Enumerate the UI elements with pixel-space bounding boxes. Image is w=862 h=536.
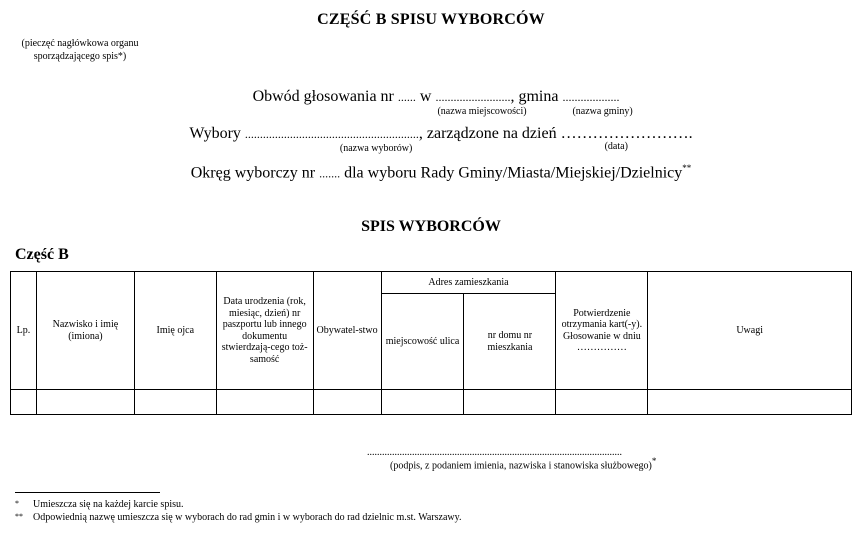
footnote-1-mark: * — [15, 499, 19, 508]
signature-caption-text: (podpis, z podaniem imienia, nazwiska i stanowiska służbowego) — [390, 460, 652, 472]
header-birth-document: Data urodzenia (rok, miesiąc, dzień) nr paszportu lub innego dokumentu stwierdzają-cego toż-samość — [216, 272, 313, 390]
elections-name-hint: (nazwa wyborów) — [339, 143, 413, 154]
header-name: Nazwisko i imię (imiona) — [36, 272, 134, 390]
signature-footnote-mark: * — [651, 456, 657, 466]
footnote-1-text: Umieszcza się na każdej karcie spisu. — [33, 499, 184, 510]
locality-hint: (nazwa miejscowości) — [437, 106, 527, 117]
footnote-2 — [15, 512, 462, 523]
signature-caption — [390, 456, 656, 471]
header-lp: Lp. — [11, 272, 37, 390]
header-address: Adres zamieszkania — [381, 272, 556, 294]
footnote-1 — [15, 499, 184, 510]
constituency-footnote-mark: ** — [682, 163, 692, 173]
district-in-label: w — [419, 88, 432, 105]
part-label: Część B — [15, 246, 69, 263]
gmina-label: , gmina — [510, 88, 559, 105]
locality-dots: ......................... — [435, 90, 511, 104]
elections-ordered-label: , zarządzone na dzień — [418, 125, 557, 142]
elections-label: Wybory — [189, 125, 241, 142]
cell-father-name[interactable] — [134, 390, 216, 415]
elections-date-field[interactable] — [560, 125, 693, 152]
header-citizenship: Obywatel-stwo — [313, 272, 381, 390]
gmina-hint: (nazwa gminy) — [572, 106, 633, 117]
table-row — [11, 390, 852, 415]
constituency-number-field[interactable]: ....... — [319, 166, 341, 181]
district-label: Obwód głosowania nr — [252, 88, 394, 105]
stamp-text: (pieczęć nagłówkowa organu sporządzającego spis*) — [21, 38, 139, 62]
document-title: CZĘŚĆ B SPISU WYBORCÓW — [317, 11, 545, 28]
stamp-placeholder — [0, 37, 160, 63]
voters-table — [10, 271, 852, 415]
district-number-field[interactable]: ...... — [397, 90, 416, 104]
constituency-line — [0, 163, 862, 182]
elections-name-dots: .......................................................... — [244, 127, 419, 141]
elections-name-field[interactable] — [244, 127, 419, 154]
header-locality-street: miejscowość ulica — [381, 294, 464, 390]
cell-locality-street[interactable] — [381, 390, 464, 415]
header-remarks: Uwagi — [648, 272, 852, 390]
header-father-name: Imię ojca — [134, 272, 216, 390]
gmina-field[interactable] — [562, 90, 633, 117]
constituency-text: dla wyboru Rady Gminy/Miasta/Miejskiej/Dzielnicy — [344, 164, 683, 182]
footnote-divider — [15, 492, 160, 493]
footnote-2-text: Odpowiednią nazwę umieszcza się w wyborach do rad gmin i w wyborach do rad dzielnic m.st. Warszawy. — [33, 512, 462, 523]
list-title: SPIS WYBORCÓW — [361, 218, 501, 235]
gmina-dots: ................... — [562, 90, 620, 104]
cell-lp[interactable] — [11, 390, 37, 415]
cell-remarks[interactable] — [648, 390, 852, 415]
cell-name[interactable] — [36, 390, 134, 415]
cell-house-flat[interactable] — [464, 390, 556, 415]
elections-date-dots: ……………………. — [560, 125, 693, 142]
footnote-2-mark: ** — [15, 512, 23, 521]
constituency-label: Okręg wyborczy nr — [190, 164, 316, 182]
header-house-flat: nr domu nr mieszkania — [464, 294, 556, 390]
elections-line — [0, 125, 862, 154]
district-line — [0, 88, 862, 117]
elections-date-hint: (data) — [604, 141, 628, 152]
cell-citizenship[interactable] — [313, 390, 381, 415]
cell-birth-document[interactable] — [216, 390, 313, 415]
header-confirmation: Potwierdzenie otrzymania kart(-y). Głosowanie w dniu …………… — [556, 272, 648, 390]
signature-field[interactable]: ...................................................................................................... — [367, 447, 622, 458]
cell-confirmation[interactable] — [556, 390, 648, 415]
locality-field[interactable] — [435, 90, 527, 117]
